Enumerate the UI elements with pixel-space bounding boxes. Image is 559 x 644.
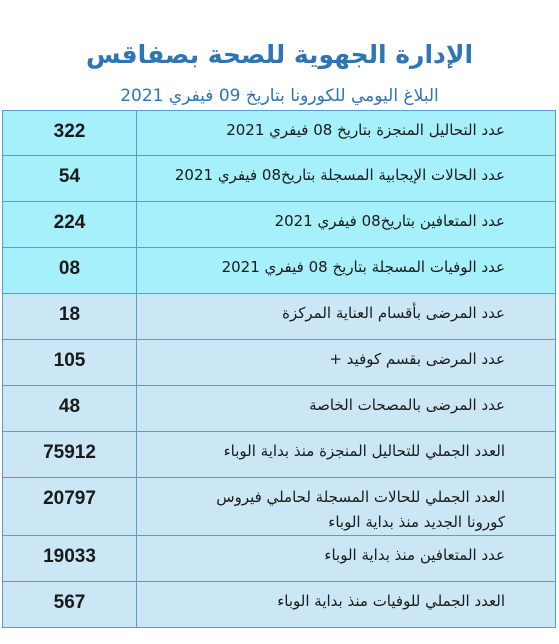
row-value: 19033 [3,536,137,582]
row-label-line-2: كورونا الجديد منذ بداية الوباء [328,513,505,531]
row-value: 48 [3,386,137,432]
row-label: العدد الجملي للتحاليل المنجزة منذ بداية الوباء [137,432,556,478]
row-label: عدد التحاليل المنجزة بتاريخ 08 فيفري 2021 [137,111,556,156]
row-label: عدد المتعافين بتاريخ08 فيفري 2021 [137,202,556,248]
row-label: عدد المرضى بأقسام العناية المركزة [137,294,556,340]
row-value: 224 [3,202,137,248]
table-row [3,340,556,386]
table-row [3,248,556,294]
table-row [3,111,556,156]
statistics-table [2,110,556,628]
table-row [3,202,556,248]
table-row [3,536,556,582]
row-label: عدد الحالات الإيجابية المسجلة بتاريخ08 فيفري 2021 [137,156,556,202]
page-title: الإدارة الجهوية للصحة بصفاقس [85,40,474,69]
row-label: عدد المرضى بقسم كوفيد + [137,340,556,386]
row-label: عدد المرضى بالمصحات الخاصة [137,386,556,432]
table-row [3,478,556,536]
table-row [3,582,556,628]
row-label: عدد الوفيات المسجلة بتاريخ 08 فيفري 2021 [137,248,556,294]
row-value: 567 [3,582,137,628]
table-row [3,432,556,478]
row-label [137,478,556,536]
row-value: 105 [3,340,137,386]
row-label: العدد الجملي للوفيات منذ بداية الوباء [137,582,556,628]
row-value: 54 [3,156,137,202]
table-row [3,294,556,340]
row-value: 18 [3,294,137,340]
table-row [3,386,556,432]
page-subtitle: البلاغ اليومي للكورونا بتاريخ 09 فيفري 2021 [120,86,439,106]
row-value: 75912 [3,432,137,478]
row-value: 20797 [3,478,137,536]
row-label-line-1: العدد الجملي للحالات المسجلة لحاملي فيروس [216,488,505,506]
table-row [3,156,556,202]
row-value: 322 [3,111,137,156]
row-label: عدد المتعافين منذ بداية الوباء [137,536,556,582]
row-value: 08 [3,248,137,294]
